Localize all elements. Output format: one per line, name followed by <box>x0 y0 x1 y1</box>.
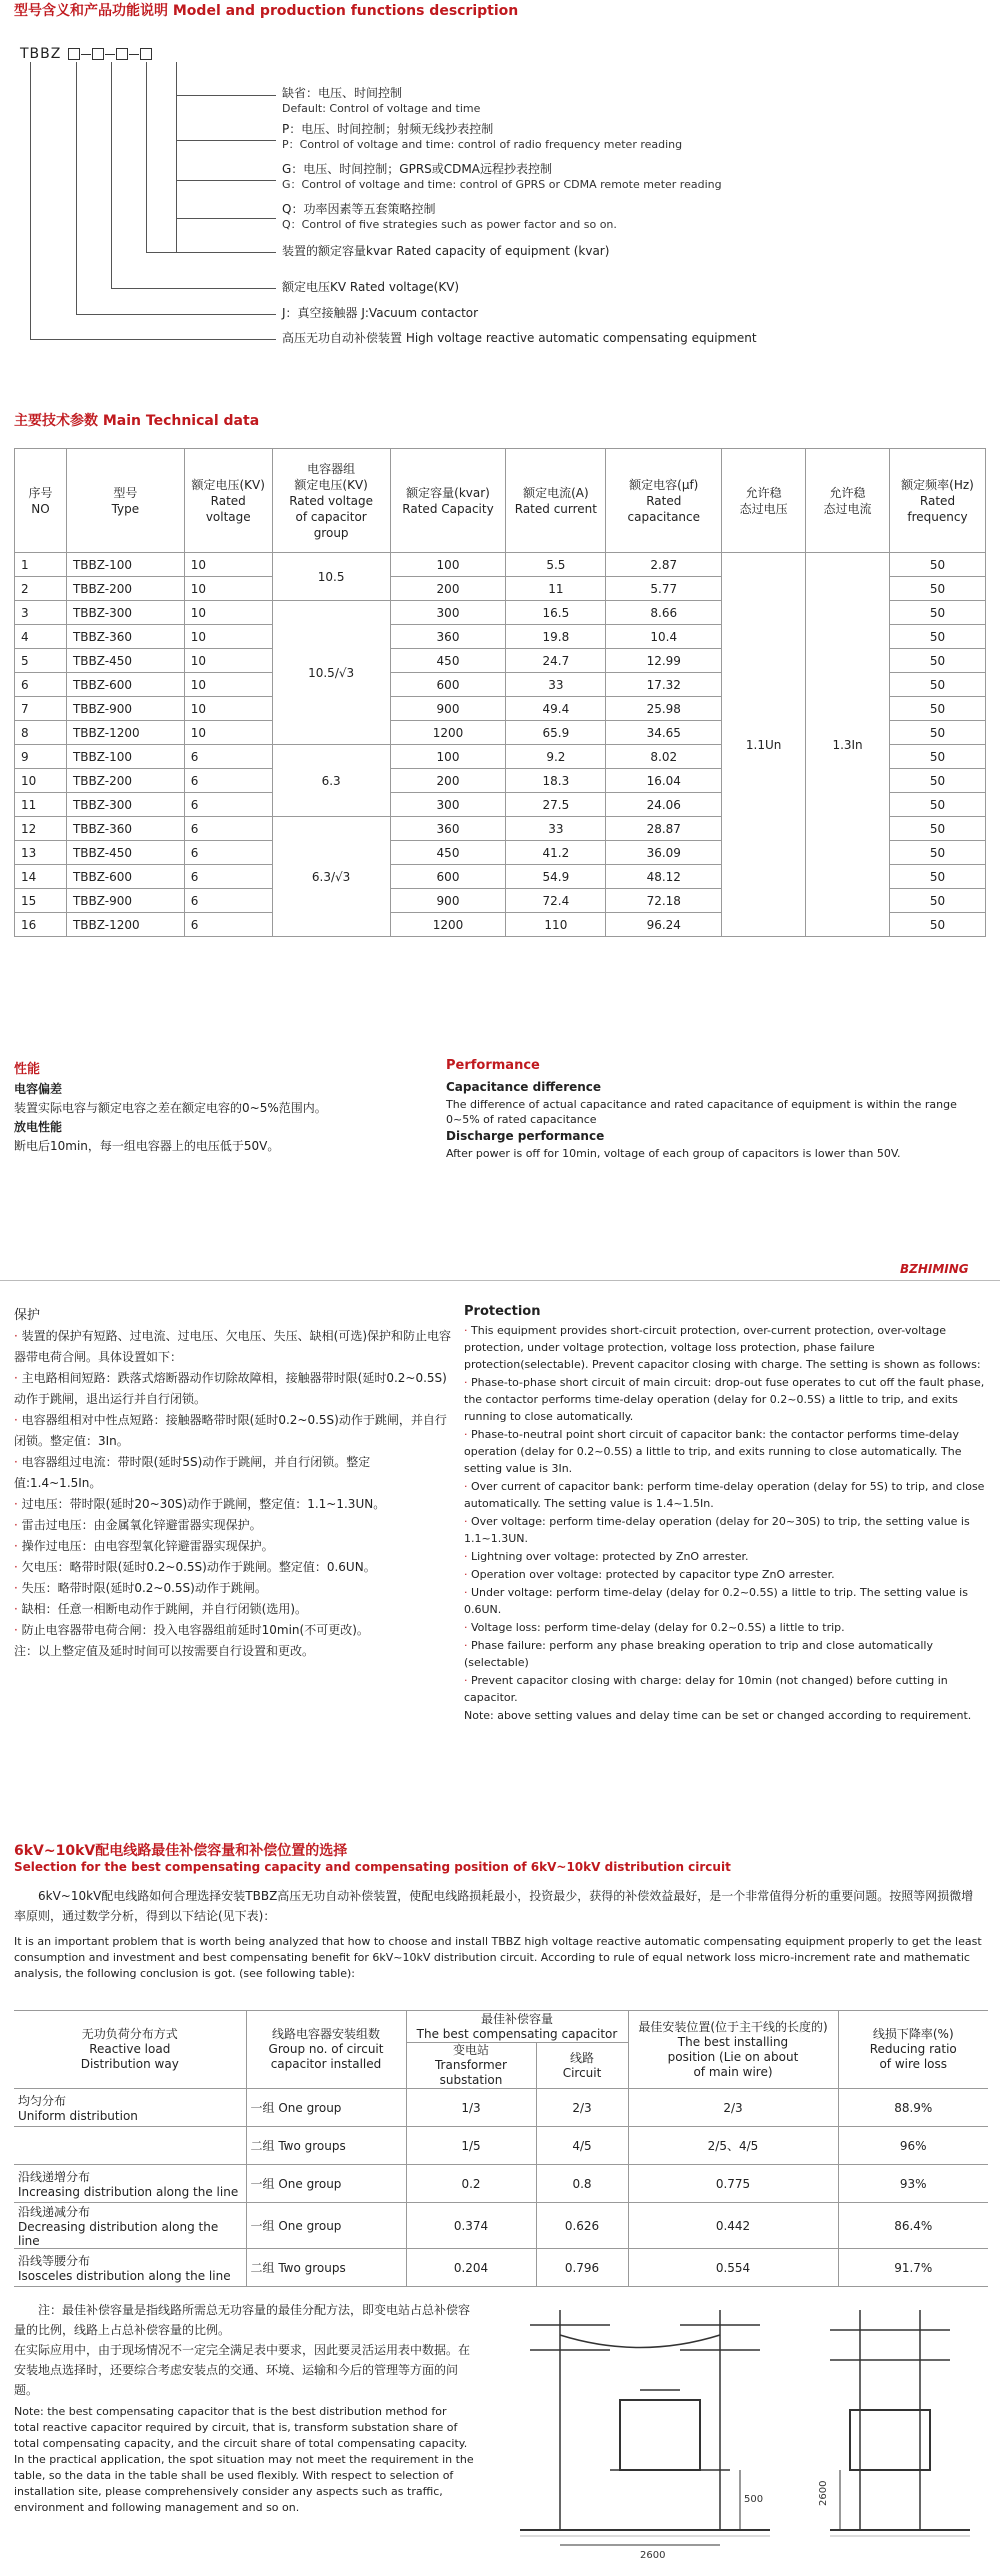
h-line-2 <box>176 140 276 141</box>
bullet-icon: · <box>464 1674 471 1687</box>
cell-ratio: 91.7% <box>838 2249 988 2287</box>
cell-voltage: 10 <box>184 721 272 745</box>
cell-capacitance: 96.24 <box>606 913 722 937</box>
cell-frequency: 50 <box>890 697 986 721</box>
cell-group: 二组 Two groups <box>246 2127 406 2165</box>
bt-h3: 最佳补偿容量 The best compensating capacitor <box>406 2011 628 2043</box>
bullet-icon: · <box>14 1413 22 1427</box>
cell-no: 11 <box>15 793 67 817</box>
bullet-icon: · <box>464 1324 471 1337</box>
th-oi: 允许稳 态过电流 <box>806 449 890 553</box>
cell-current: 11 <box>506 577 606 601</box>
best-row <box>14 2249 988 2287</box>
bullet-icon: · <box>14 1497 22 1511</box>
cell-distribution <box>14 2127 246 2165</box>
bt-h2: 线路电容器安装组数 Group no. of circuit capacitor installed <box>246 2011 406 2089</box>
cell-frequency: 50 <box>890 793 986 817</box>
bullet-icon: · <box>464 1550 471 1563</box>
cell-current: 5.5 <box>506 553 606 577</box>
cell-circuit: 0.626 <box>536 2203 628 2249</box>
cell-type: TBBZ-900 <box>66 697 184 721</box>
h-line-8 <box>30 339 276 340</box>
best-note-cn: 注：最佳补偿容量是指线路所需总无功容量的最佳分配方法，即变电站占总补偿容量的比例，线路上占总补偿容量的比例。 在实际应用中，由于现场情况不一定完全满足表中要求，因此要灵活运用表中数据。在安装地点选择时，还要综合考虑安装点的交通、环境、运输和今后的管理等方面的问题。 <box>14 2303 471 2397</box>
cell-group-voltage: 10.5/√3 <box>272 601 390 745</box>
cell-capacitance: 17.32 <box>606 673 722 697</box>
cell-capacity: 360 <box>390 817 506 841</box>
dim-2600-a: 2600 <box>640 2550 666 2560</box>
model-box-3 <box>116 48 128 60</box>
cell-frequency: 50 <box>890 817 986 841</box>
cell-current: 65.9 <box>506 721 606 745</box>
leader-line-2 <box>76 62 77 314</box>
cell-type: TBBZ-600 <box>66 865 184 889</box>
cell-capacity: 450 <box>390 649 506 673</box>
bt-h3b: 线路 Circuit <box>536 2043 628 2089</box>
cell-frequency: 50 <box>890 865 986 889</box>
cell-type: TBBZ-100 <box>66 745 184 769</box>
cell-circuit: 0.8 <box>536 2165 628 2203</box>
bullet-icon: · <box>14 1455 22 1469</box>
cell-current: 72.4 <box>506 889 606 913</box>
th-no: 序号 NO <box>15 449 67 553</box>
cell-voltage: 6 <box>184 745 272 769</box>
cell-voltage: 10 <box>184 601 272 625</box>
cell-no: 15 <box>15 889 67 913</box>
prot-cn-title: 保护 <box>14 1308 41 1323</box>
tech-title: 主要技术参数 Main Technical data <box>14 413 260 429</box>
prot-en-item: · Phase failure: perform any phase breaking operation to trip and close automatically (selectable) <box>464 1639 933 1669</box>
th-cap: 额定容量(kvar) Rated Capacity <box>390 449 506 553</box>
cell-current: 33 <box>506 673 606 697</box>
cell-circuit: 2/3 <box>536 2089 628 2127</box>
leader-line-3 <box>111 62 112 288</box>
cell-distribution: 沿线递减分布 Decreasing distribution along the line <box>14 2203 246 2249</box>
cell-current: 41.2 <box>506 841 606 865</box>
bt-h5: 线损下降率(%) Reducing ratio of wire loss <box>838 2011 988 2089</box>
bt-h3a: 变电站 Transformer substation <box>406 2043 536 2089</box>
cell-capacity: 450 <box>390 841 506 865</box>
cell-capacitance: 28.87 <box>606 817 722 841</box>
cell-type: TBBZ-300 <box>66 601 184 625</box>
bt-h4: 最佳安装位置(位于主干线的长度的) The best installing position (Lie on about of main wire) <box>628 2011 838 2089</box>
leader-line-5 <box>176 62 177 252</box>
cell-position: 0.775 <box>628 2165 838 2203</box>
cell-current: 110 <box>506 913 606 937</box>
cell-frequency: 50 <box>890 553 986 577</box>
cell-ratio: 86.4% <box>838 2203 988 2249</box>
cell-voltage: 6 <box>184 889 272 913</box>
cell-capacitance: 25.98 <box>606 697 722 721</box>
cell-position: 0.554 <box>628 2249 838 2287</box>
tech-table <box>14 448 986 937</box>
cell-capacity: 300 <box>390 793 506 817</box>
cell-type: TBBZ-1200 <box>66 913 184 937</box>
model-item-0: 缺省：电压、时间控制 Default: Control of voltage and time <box>282 86 481 115</box>
model-code-text: TBBZ <box>20 46 62 62</box>
best-title: 6kV~10kV配电线路最佳补偿容量和补偿位置的选择 <box>14 1843 348 1859</box>
cell-current: 54.9 <box>506 865 606 889</box>
perf-cn-title: 性能 <box>14 1062 41 1077</box>
cell-capacity: 600 <box>390 865 506 889</box>
cell-voltage: 10 <box>184 625 272 649</box>
bullet-icon: · <box>14 1602 22 1616</box>
model-item-1: P：电压、时间控制；射频无线抄表控制 P：Control of voltage and time: control of radio frequency meter reading <box>282 122 683 151</box>
cell-substation: 1/5 <box>406 2127 536 2165</box>
cell-capacitance: 72.18 <box>606 889 722 913</box>
prot-cn-item: · 缺相：任意一相断电动作于跳闸，并自行闭锁(选用)。 <box>14 1602 308 1616</box>
cell-substation: 0.204 <box>406 2249 536 2287</box>
cell-over-voltage: 1.1Un <box>722 553 806 937</box>
cell-current: 18.3 <box>506 769 606 793</box>
prot-cn-item: · 雷击过电压：由金属氧化锌避雷器实现保护。 <box>14 1518 262 1532</box>
cell-voltage: 10 <box>184 577 272 601</box>
cell-distribution: 沿线递增分布 Increasing distribution along the line <box>14 2165 246 2203</box>
model-item-3: Q：功率因素等五套策略控制 Q：Control of five strategies such as power factor and so on. <box>282 202 617 231</box>
cell-distribution: 均匀分布 Uniform distribution <box>14 2089 246 2127</box>
cell-group: 一组 One group <box>246 2165 406 2203</box>
bullet-icon: · <box>464 1376 471 1389</box>
prot-cn-item: · 操作过电压：由电容型氧化锌避雷器实现保护。 <box>14 1539 274 1553</box>
th-cur: 额定电流(A) Rated current <box>506 449 606 553</box>
cell-type: TBBZ-450 <box>66 841 184 865</box>
best-row <box>14 2165 988 2203</box>
cell-capacity: 900 <box>390 889 506 913</box>
best-table <box>14 2010 988 2287</box>
prot-cn-item: · 防止电容器带电荷合闸：投入电容器组前延时10min(不可更改)。 <box>14 1623 369 1637</box>
cell-frequency: 50 <box>890 841 986 865</box>
prot-cn-item: · 欠电压：略带时限(延时0.2~0.5S)动作于跳闸。整定值：0.6UN。 <box>14 1560 376 1574</box>
bullet-icon: · <box>464 1586 471 1599</box>
cell-position: 2/3 <box>628 2089 838 2127</box>
cell-capacitance: 5.77 <box>606 577 722 601</box>
cell-type: TBBZ-900 <box>66 889 184 913</box>
cell-no: 10 <box>15 769 67 793</box>
th-freq: 额定频率(Hz) Rated frequency <box>890 449 986 553</box>
bullet-icon: · <box>14 1539 22 1553</box>
prot-en-item: · Over voltage: perform time-delay operation (delay for 20~30S) to trip, the setting value is 1.1~1.3UN. <box>464 1515 970 1545</box>
model-item-4: 装置的额定容量kvar Rated capacity of equipment (kvar) <box>282 244 610 258</box>
cell-frequency: 50 <box>890 577 986 601</box>
perf-en-title: Performance <box>446 1058 540 1073</box>
cell-ratio: 93% <box>838 2165 988 2203</box>
best-row <box>14 2089 988 2127</box>
h-line-1 <box>176 95 276 96</box>
model-box-4 <box>140 48 152 60</box>
cell-capacity: 200 <box>390 769 506 793</box>
prot-en-list <box>464 1322 988 1725</box>
cell-capacity: 360 <box>390 625 506 649</box>
bullet-icon: · <box>14 1329 22 1343</box>
divider <box>0 1280 1000 1281</box>
cell-voltage: 10 <box>184 697 272 721</box>
cell-ratio: 88.9% <box>838 2089 988 2127</box>
leader-line-4 <box>146 62 147 252</box>
cell-capacity: 900 <box>390 697 506 721</box>
th-ov: 允许稳 态过电压 <box>722 449 806 553</box>
cell-no: 3 <box>15 601 67 625</box>
h-line-3 <box>176 180 276 181</box>
best-row <box>14 2203 988 2249</box>
brand-logo: BZHIMING <box>900 1262 969 1276</box>
bullet-icon: · <box>464 1428 471 1441</box>
h-line-7 <box>76 314 276 315</box>
cell-voltage: 10 <box>184 673 272 697</box>
cell-type: TBBZ-300 <box>66 793 184 817</box>
cell-group: 一组 One group <box>246 2203 406 2249</box>
cell-frequency: 50 <box>890 601 986 625</box>
model-box-2 <box>92 48 104 60</box>
cell-circuit: 0.796 <box>536 2249 628 2287</box>
cell-no: 16 <box>15 913 67 937</box>
cell-no: 1 <box>15 553 67 577</box>
cell-type: TBBZ-100 <box>66 553 184 577</box>
prot-cn-item: · 过电压：带时限(延时20~30S)动作于跳闸，整定值：1.1~1.3UN。 <box>14 1497 386 1511</box>
cell-circuit: 4/5 <box>536 2127 628 2165</box>
cell-no: 5 <box>15 649 67 673</box>
cell-voltage: 6 <box>184 817 272 841</box>
cell-capacitance: 36.09 <box>606 841 722 865</box>
bt-h1: 无功负荷分布方式 Reactive load Distribution way <box>14 2011 246 2089</box>
cell-frequency: 50 <box>890 673 986 697</box>
prot-en-item: · Lightning over voltage: protected by ZnO arrester. <box>464 1550 749 1563</box>
cell-capacitance: 2.87 <box>606 553 722 577</box>
cell-current: 9.2 <box>506 745 606 769</box>
model-item-6: J：真空接触器 J:Vacuum contactor <box>282 306 479 320</box>
cell-no: 13 <box>15 841 67 865</box>
h-line-4 <box>176 218 276 219</box>
cell-group: 二组 Two groups <box>246 2249 406 2287</box>
bullet-icon: · <box>464 1568 471 1581</box>
cell-voltage: 10 <box>184 649 272 673</box>
perf-cn-block: 电容偏差 装置实际电容与额定电容之差在额定电容的0~5%范围内。 放电性能 断电后10min，每一组电容器上的电压低于50V。 <box>14 1082 327 1153</box>
prot-en-title: Protection <box>464 1304 541 1319</box>
cell-current: 49.4 <box>506 697 606 721</box>
cell-type: TBBZ-360 <box>66 817 184 841</box>
th-capac: 额定电容(μf) Rated capacitance <box>606 449 722 553</box>
cell-no: 12 <box>15 817 67 841</box>
cell-voltage: 6 <box>184 841 272 865</box>
cell-capacitance: 34.65 <box>606 721 722 745</box>
cell-no: 2 <box>15 577 67 601</box>
th-rv: 额定电压(KV) Rated voltage <box>184 449 272 553</box>
prot-en-item: · Prevent capacitor closing with charge: delay for 10min (not changed) before cutting in capacitor. <box>464 1674 948 1704</box>
th-gv: 电容器组 额定电压(KV) Rated voltage of capacitor group <box>272 449 390 553</box>
prot-cn-item: · 电容器组过电流：带时限(延时5S)动作于跳闸，并自行闭锁。整定值:1.4~1.5In。 <box>14 1455 371 1490</box>
cell-ratio: 96% <box>838 2127 988 2165</box>
prot-en-item: Note: above setting values and delay time can be set or changed according to requirement. <box>464 1709 972 1722</box>
cell-no: 8 <box>15 721 67 745</box>
cell-current: 27.5 <box>506 793 606 817</box>
prot-en-item: · Under voltage: perform time-delay (delay for 0.2~0.5S) a little to trip. The setting value is 0.6UN. <box>464 1586 968 1616</box>
prot-cn-item: · 电容器组相对中性点短路：接触器略带时限(延时0.2~0.5S)动作于跳闸，并自行闭锁。整定值：3In。 <box>14 1413 447 1448</box>
prot-cn-item: · 失压：略带时限(延时0.2~0.5S)动作于跳闸。 <box>14 1581 267 1595</box>
cell-frequency: 50 <box>890 913 986 937</box>
cell-voltage: 6 <box>184 865 272 889</box>
cell-type: TBBZ-450 <box>66 649 184 673</box>
cell-voltage: 6 <box>184 913 272 937</box>
bullet-icon: · <box>464 1621 471 1634</box>
cell-distribution: 沿线等腰分布 Isosceles distribution along the line <box>14 2249 246 2287</box>
cell-group-voltage: 6.3 <box>272 745 390 817</box>
cell-capacity: 1200 <box>390 913 506 937</box>
cell-position: 0.442 <box>628 2203 838 2249</box>
h-line-5 <box>146 252 276 253</box>
best-cn-intro: 6kV~10kV配电线路如何合理选择安装TBBZ高压无功自动补偿装置，使配电线路损耗最小，投资最少，获得的补偿效益最好，是一个非常值得分析的重要问题。按照等网损微增率原则，通过数学分析，得到以下结论(见下表)： <box>14 1889 974 1923</box>
prot-cn-item: · 装置的保护有短路、过电流、过电压、欠电压、失压、缺相(可选)保护和防止电容器带电荷合闸。具体设置如下： <box>14 1329 452 1364</box>
cell-type: TBBZ-200 <box>66 769 184 793</box>
prot-en-item: · Phase-to-phase short circuit of main circuit: drop-out fuse operates to cut off the fault phase, the contactor performs time-delay operation (delay for 0.2~0.5S) a little to trip, and exits running to close automatically. <box>464 1376 985 1423</box>
cell-substation: 0.2 <box>406 2165 536 2203</box>
model-code <box>20 46 153 62</box>
cell-capacity: 300 <box>390 601 506 625</box>
prot-en-item: · Voltage loss: perform time-delay (delay for 0.2~0.5S) a little to trip. <box>464 1621 845 1634</box>
perf-en-block: Capacitance difference The difference of actual capacitance and rated capacitance of equipment is within the range 0~5% of rated capacitance Discharge performance After power is off for 10min, voltage of each group of capacitors is lower than 50V. <box>446 1080 957 1160</box>
cell-current: 33 <box>506 817 606 841</box>
bullet-icon: · <box>14 1518 22 1532</box>
cell-group-voltage: 10.5 <box>272 553 390 601</box>
cell-frequency: 50 <box>890 769 986 793</box>
cell-voltage: 6 <box>184 793 272 817</box>
cell-no: 14 <box>15 865 67 889</box>
cell-voltage: 10 <box>184 553 272 577</box>
cell-type: TBBZ-1200 <box>66 721 184 745</box>
cell-capacitance: 24.06 <box>606 793 722 817</box>
cell-position: 2/5、4/5 <box>628 2127 838 2165</box>
dim-500: 500 <box>744 2494 764 2505</box>
cell-type: TBBZ-360 <box>66 625 184 649</box>
cell-group: 一组 One group <box>246 2089 406 2127</box>
cell-current: 19.8 <box>506 625 606 649</box>
model-title: 型号含义和产品功能说明 Model and production functions description <box>14 3 519 19</box>
cell-capacitance: 8.66 <box>606 601 722 625</box>
best-subtitle: Selection for the best compensating capacity and compensating position of 6kV~10kV distribution circuit <box>14 1860 731 1874</box>
cell-capacity: 100 <box>390 553 506 577</box>
cell-no: 9 <box>15 745 67 769</box>
cell-capacitance: 12.99 <box>606 649 722 673</box>
cell-capacitance: 8.02 <box>606 745 722 769</box>
bullet-icon: · <box>464 1639 471 1652</box>
tech-row <box>15 553 986 577</box>
cell-substation: 0.374 <box>406 2203 536 2249</box>
cell-substation: 1/3 <box>406 2089 536 2127</box>
best-note-en: Note: the best compensating capacitor that is the best distribution method for total reactive capacitor required by circuit, that is, transform substation share of total compensating capacity, and the circuit share of total compensating capacity. In the practical application, the spot situation may not meet the requirement in the table, so the data in the table shall be used flexibly. With respect to selection of installation site, please comprehensively consider any aspects such as traffic, environment and following management and so on. <box>14 2405 474 2514</box>
cell-frequency: 50 <box>890 649 986 673</box>
prot-en-item: · Phase-to-neutral point short circuit of capacitor bank: the contactor performs time-delay operation (delay for 0.2~0.5S) a little to trip, and exits running to close automatically. The setting value is 3In. <box>464 1428 962 1475</box>
cell-capacity: 200 <box>390 577 506 601</box>
installation-diagram <box>500 2290 990 2560</box>
cell-group-voltage: 6.3/√3 <box>272 817 390 937</box>
prot-en-item: · Over current of capacitor bank: perform time-delay operation (delay for 5S) to trip, and close automatically. The setting value is 1.4~1.5In. <box>464 1480 985 1510</box>
cell-no: 7 <box>15 697 67 721</box>
model-item-5: 额定电压KV Rated voltage(KV) <box>282 280 460 294</box>
bullet-icon: · <box>464 1480 471 1493</box>
cell-frequency: 50 <box>890 625 986 649</box>
bullet-icon: · <box>14 1623 22 1637</box>
bullet-icon: · <box>14 1581 22 1595</box>
cell-current: 24.7 <box>506 649 606 673</box>
bullet-icon: · <box>464 1515 471 1528</box>
prot-en-item: · Operation over voltage: protected by capacitor type ZnO arrester. <box>464 1568 835 1581</box>
cell-current: 16.5 <box>506 601 606 625</box>
dim-2600-b: 2600 <box>818 2480 829 2506</box>
prot-cn-item: · 主电路相间短路：跌落式熔断器动作切除故障相，接触器带时限(延时0.2~0.5S)动作于跳闸，退出运行并自行闭锁。 <box>14 1371 447 1406</box>
bullet-icon: · <box>14 1371 22 1385</box>
prot-cn-item: 注：以上整定值及延时时间可以按需要自行设置和更改。 <box>14 1644 315 1658</box>
model-box-1 <box>68 48 80 60</box>
leader-line-1 <box>30 62 31 339</box>
h-line-6 <box>111 288 276 289</box>
model-item-2: G：电压、时间控制；GPRS或CDMA远程抄表控制 G：Control of voltage and time: control of GPRS or CDMA remote meter reading <box>282 162 722 191</box>
cell-capacity: 1200 <box>390 721 506 745</box>
cell-no: 6 <box>15 673 67 697</box>
cell-frequency: 50 <box>890 889 986 913</box>
cell-capacity: 100 <box>390 745 506 769</box>
th-type: 型号 Type <box>66 449 184 553</box>
cell-over-current: 1.3In <box>806 553 890 937</box>
model-item-7: 高压无功自动补偿装置 High voltage reactive automatic compensating equipment <box>282 331 757 345</box>
bullet-icon: · <box>14 1560 22 1574</box>
cell-type: TBBZ-200 <box>66 577 184 601</box>
cell-frequency: 50 <box>890 745 986 769</box>
cell-voltage: 6 <box>184 769 272 793</box>
cell-capacitance: 16.04 <box>606 769 722 793</box>
prot-cn-list <box>14 1326 454 1662</box>
cell-no: 4 <box>15 625 67 649</box>
cell-frequency: 50 <box>890 721 986 745</box>
best-en-intro: It is an important problem that is worth being analyzed that how to choose and install TBBZ high voltage reactive automatic compensating equipment properly to get the least consumption and investment and best compensating benefit for 6kV~10kV distribution circuit. According to rule of equal network loss micro-increment rate and mathematic analysis, the following conclusion is got. (see following table): <box>14 1935 982 1980</box>
cell-capacity: 600 <box>390 673 506 697</box>
cell-capacitance: 48.12 <box>606 865 722 889</box>
cell-capacitance: 10.4 <box>606 625 722 649</box>
best-row <box>14 2127 988 2165</box>
prot-en-item: · This equipment provides short-circuit protection, over-current protection, over-voltage protection, under voltage protection, voltage loss protection, phase failure protection(selectable). Prevent capacitor closing with charge. The setting is shown as follows: <box>464 1324 981 1371</box>
cell-type: TBBZ-600 <box>66 673 184 697</box>
